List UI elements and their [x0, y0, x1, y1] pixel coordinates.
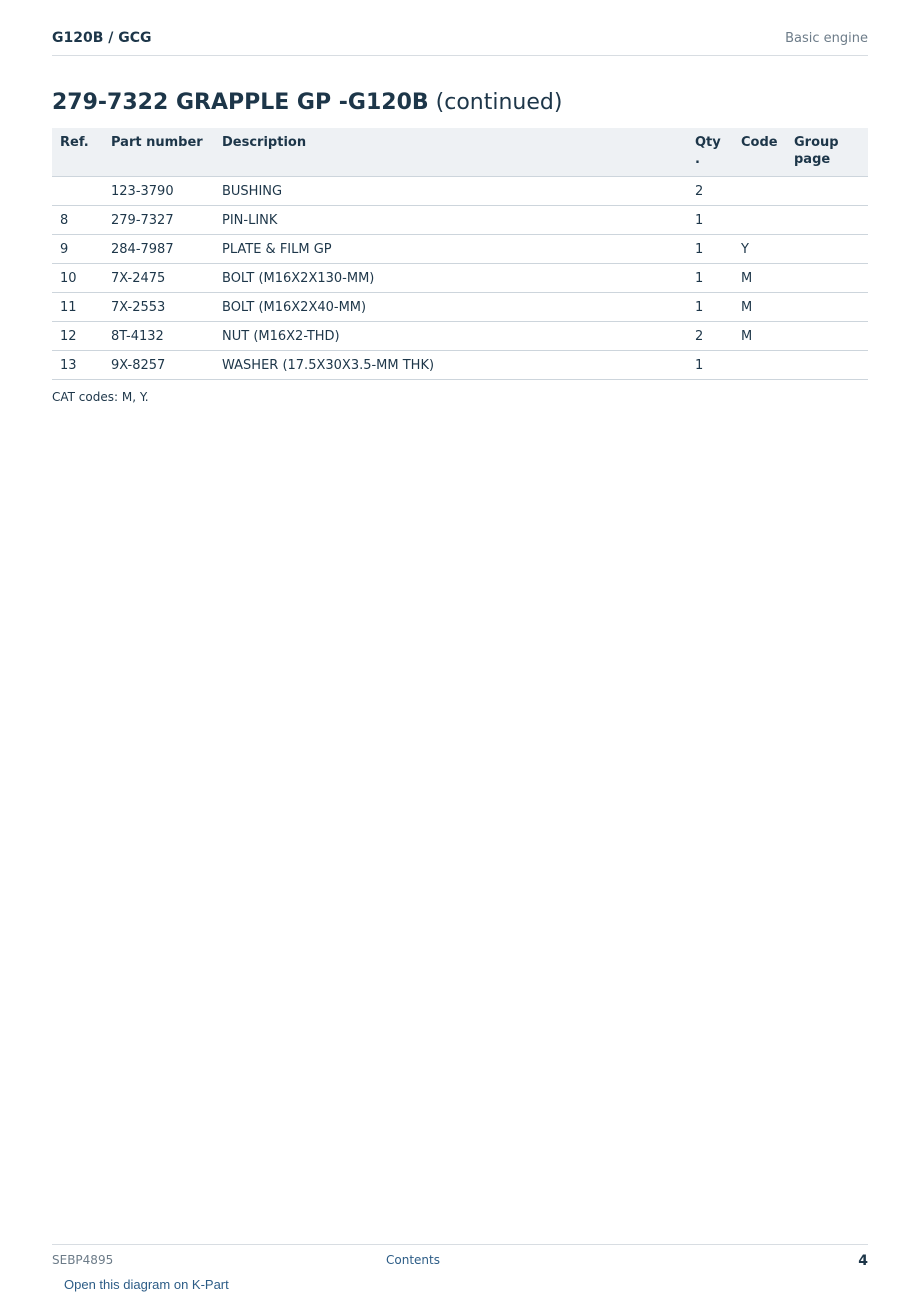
header-description: Description [214, 128, 687, 177]
table-row [52, 235, 868, 264]
header-qty-line2: . [695, 152, 700, 167]
contents-link[interactable]: Contents [386, 1253, 440, 1267]
page-footer [52, 1244, 868, 1292]
parts-table [52, 128, 868, 380]
cell-code [733, 177, 786, 206]
cell-group-page [786, 177, 868, 206]
cell-part-number: 7X-2475 [104, 264, 214, 293]
header-qty [687, 128, 733, 177]
header-part-number: Part number [104, 128, 214, 177]
cell-qty: 1 [687, 293, 733, 322]
table-row [52, 351, 868, 380]
document-id: SEBP4895 [52, 1253, 114, 1267]
model-label: G120B / GCG [52, 30, 152, 46]
cell-description: BUSHING [214, 177, 687, 206]
cell-code: M [733, 264, 786, 293]
cell-part-number: 123-3790 [104, 177, 214, 206]
cell-group-page [786, 264, 868, 293]
cell-description: WASHER (17.5X30X3.5-MM THK) [214, 351, 687, 380]
section-label: Basic engine [785, 31, 868, 46]
cell-part-number: 7X-2553 [104, 293, 214, 322]
table-row [52, 322, 868, 351]
table-row [52, 293, 868, 322]
cell-description: BOLT (M16X2X130-MM) [214, 264, 687, 293]
cat-codes-note: CAT codes: M, Y. [52, 390, 149, 404]
header-group-line1: Group [794, 135, 839, 150]
cell-ref: 10 [52, 264, 104, 293]
cell-qty: 2 [687, 177, 733, 206]
table-header-row [52, 128, 868, 177]
cell-code: M [733, 293, 786, 322]
cell-group-page [786, 351, 868, 380]
header-ref: Ref. [52, 128, 104, 177]
cell-description: PLATE & FILM GP [214, 235, 687, 264]
cell-ref: 12 [52, 322, 104, 351]
title-suffix: (continued) [435, 90, 563, 115]
page-title [52, 90, 562, 115]
cell-part-number: 9X-8257 [104, 351, 214, 380]
title-main: 279-7322 GRAPPLE GP -G120B [52, 90, 429, 115]
header-code: Code [733, 128, 786, 177]
cell-qty: 1 [687, 235, 733, 264]
page-number: 4 [858, 1253, 868, 1269]
cell-qty: 1 [687, 206, 733, 235]
cell-group-page [786, 206, 868, 235]
cell-group-page [786, 322, 868, 351]
cell-code: Y [733, 235, 786, 264]
cell-ref [52, 177, 104, 206]
page-header [52, 28, 868, 56]
cell-qty: 2 [687, 322, 733, 351]
cell-part-number: 8T-4132 [104, 322, 214, 351]
cell-code [733, 206, 786, 235]
cell-description: BOLT (M16X2X40-MM) [214, 293, 687, 322]
cell-group-page [786, 293, 868, 322]
document-page [52, 0, 868, 1300]
cell-part-number: 279-7327 [104, 206, 214, 235]
cell-description: NUT (M16X2-THD) [214, 322, 687, 351]
kpart-link[interactable]: Open this diagram on K-Part [64, 1277, 229, 1292]
cell-ref: 13 [52, 351, 104, 380]
cell-description: PIN-LINK [214, 206, 687, 235]
header-group-line2: page [794, 152, 831, 167]
cell-ref: 11 [52, 293, 104, 322]
cell-code [733, 351, 786, 380]
cell-qty: 1 [687, 351, 733, 380]
cell-ref: 8 [52, 206, 104, 235]
cell-part-number: 284-7987 [104, 235, 214, 264]
cell-code: M [733, 322, 786, 351]
header-qty-line1: Qty [695, 135, 721, 150]
cell-qty: 1 [687, 264, 733, 293]
header-group-page [786, 128, 868, 177]
cell-ref: 9 [52, 235, 104, 264]
table-row [52, 177, 868, 206]
table-row [52, 206, 868, 235]
table-row [52, 264, 868, 293]
cell-group-page [786, 235, 868, 264]
